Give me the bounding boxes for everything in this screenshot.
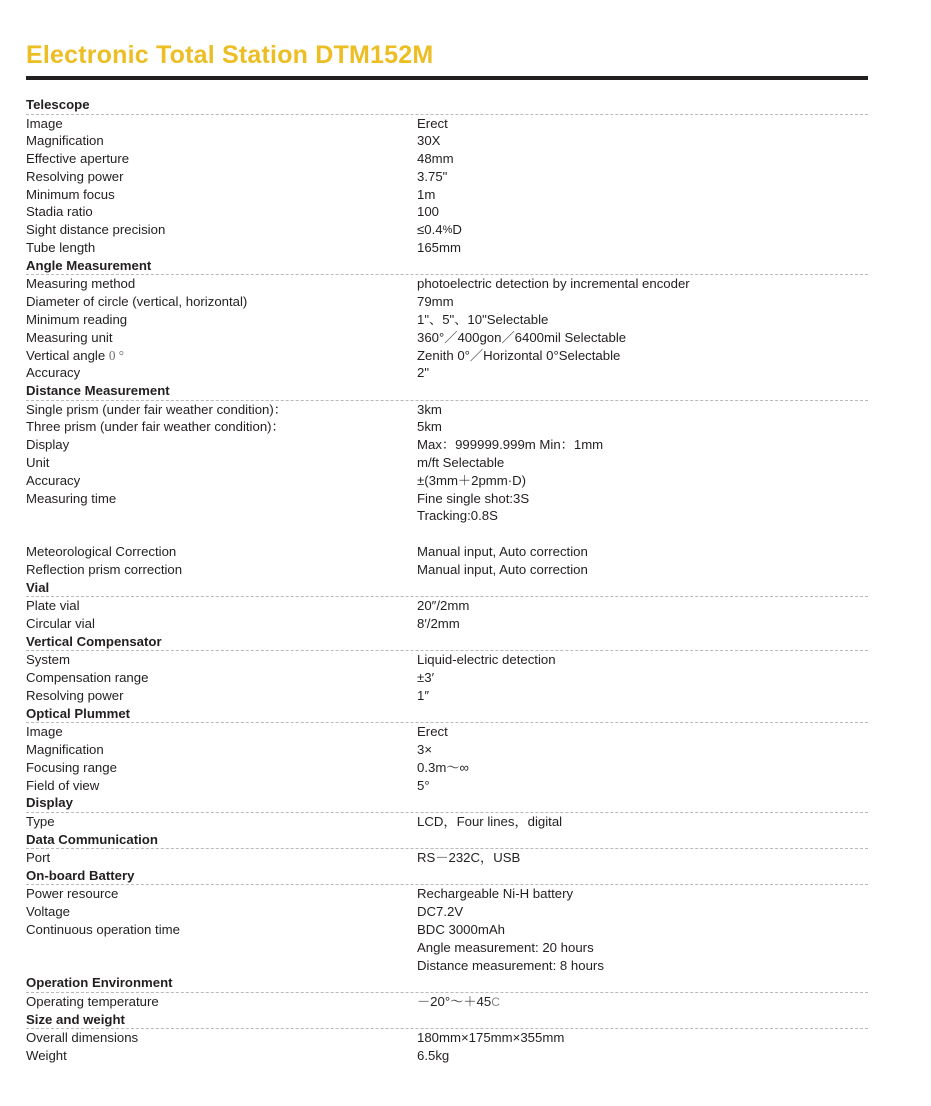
specifications-table	[26, 96, 868, 1065]
spec-row	[26, 651, 868, 669]
spec-value: 100	[417, 204, 440, 220]
spec-label-focusing-range: Focusing range	[26, 759, 117, 775]
spec-value: 1"、5"、10"Selectable	[417, 311, 549, 327]
section-header-size-and-weight	[26, 1011, 868, 1030]
spec-value: RS－232C，USB	[417, 850, 521, 866]
spacer-row	[26, 525, 868, 543]
section-header-distance-measurement	[26, 382, 868, 401]
spec-row	[26, 1047, 868, 1065]
spec-value: 5°	[417, 777, 430, 793]
spec-value: Erect	[417, 115, 448, 131]
spec-label-stadia-ratio: Stadia ratio	[26, 204, 93, 220]
spec-label-continuous-operation-time: Continuous operation time	[26, 921, 180, 937]
spec-label-sight-distance-precision: Sight distance precision	[26, 222, 166, 238]
spec-label-measuring-method: Measuring method	[26, 276, 136, 292]
section-header-on-board-battery	[26, 867, 868, 886]
spec-row	[26, 597, 868, 615]
spec-row	[26, 903, 868, 921]
spec-label-magnification: Magnification	[26, 133, 104, 149]
section-heading-label: Optical Plummet	[26, 705, 131, 721]
spec-label-plate-vial: Plate vial	[26, 598, 80, 614]
spec-label-port: Port	[26, 850, 51, 866]
spec-label-reflection-prism-correction: Reflection prism correction	[26, 561, 183, 577]
spec-label-display: Display	[26, 437, 70, 453]
spec-value: Liquid-electric detection	[417, 652, 556, 668]
spec-row	[26, 329, 868, 347]
spec-value: 30X	[417, 133, 441, 149]
spec-row	[26, 115, 868, 133]
spec-value: Zenith 0°／Horizontal 0°Selectable	[417, 347, 621, 363]
section-heading-label: Vial	[26, 579, 50, 595]
spec-value: Manual input, Auto correction	[417, 544, 588, 560]
spec-label-minimum-reading: Minimum reading	[26, 311, 128, 327]
vertical-angle-zero-glyph: 0 °	[108, 347, 125, 363]
spec-row	[26, 401, 868, 419]
section-header-operation-environment	[26, 974, 868, 993]
section-heading-label: Vertical Compensator	[26, 633, 162, 649]
spec-row	[26, 939, 868, 957]
spec-row	[26, 849, 868, 867]
spec-row	[26, 723, 868, 741]
spec-label-unit: Unit	[26, 455, 50, 471]
spec-row	[26, 221, 868, 239]
section-header-data-communication	[26, 831, 868, 850]
spec-row	[26, 347, 868, 365]
spec-value: 2"	[417, 365, 430, 381]
section-heading-label: Display	[26, 795, 73, 811]
spec-value: 48mm	[417, 151, 454, 167]
section-heading-label: Data Communication	[26, 831, 158, 847]
section-heading-label: Angle Measurement	[26, 257, 152, 273]
title-underline-rule	[26, 76, 868, 80]
spec-value: m/ft Selectable	[417, 455, 505, 471]
spec-label-accuracy: Accuracy	[26, 472, 81, 488]
spec-value: Fine single shot:3S	[417, 490, 530, 506]
spec-row	[26, 168, 868, 186]
spec-value: Tracking:0.8S	[417, 508, 498, 524]
spec-value: 3km	[417, 401, 442, 417]
spec-row	[26, 777, 868, 795]
section-heading-label: Telescope	[26, 97, 90, 112]
spec-label-vertical-angle-0: Vertical angle 0 °	[26, 347, 125, 363]
spec-row	[26, 687, 868, 705]
spec-row	[26, 150, 868, 168]
spec-label-power-resource: Power resource	[26, 886, 119, 902]
section-heading-label: Operation Environment	[26, 975, 173, 991]
spec-row	[26, 543, 868, 561]
spec-row	[26, 993, 868, 1011]
spec-value: 3×	[417, 741, 433, 757]
spec-row	[26, 203, 868, 221]
spec-label-voltage: Voltage	[26, 904, 70, 920]
spec-label-resolving-power: Resolving power	[26, 168, 124, 184]
section-heading-label: On-board Battery	[26, 867, 135, 883]
spec-value: Distance measurement: 8 hours	[417, 957, 604, 973]
spec-label-type: Type	[26, 813, 55, 829]
spec-value: Max：999999.999m Min：1mm	[417, 437, 604, 453]
spec-value: 180mm×175mm×355mm	[417, 1030, 565, 1046]
spec-row	[26, 275, 868, 293]
spec-label-effective-aperture: Effective aperture	[26, 151, 130, 167]
spec-label-meteorological-correction: Meteorological Correction	[26, 544, 177, 560]
spec-label-measuring-time: Measuring time	[26, 490, 117, 506]
spec-row	[26, 239, 868, 257]
section-heading-label: Size and weight	[26, 1011, 125, 1027]
spec-row	[26, 885, 868, 903]
spec-value: 8′/2mm	[417, 615, 460, 631]
spec-label-field-of-view: Field of view	[26, 777, 100, 793]
section-header-vial	[26, 579, 868, 598]
spec-label-three-prism-under-fair-weather-condition: Three prism (under fair weather condition)：	[26, 419, 285, 435]
section-header-angle-measurement	[26, 257, 868, 276]
spec-label-resolving-power: Resolving power	[26, 687, 124, 703]
spec-row	[26, 669, 868, 687]
spec-value: 6.5kg	[417, 1047, 450, 1063]
spec-value: Rechargeable Ni-H battery	[417, 886, 574, 902]
page-title: Electronic Total Station DTM152M	[26, 41, 434, 69]
spec-row	[26, 759, 868, 777]
spec-value: ±(3mm＋2pmm·D)	[417, 472, 527, 488]
spec-row	[26, 957, 868, 975]
spec-row	[26, 472, 868, 490]
spec-label-measuring-unit: Measuring unit	[26, 329, 113, 345]
spec-row	[26, 490, 868, 508]
spec-value: 360°／400gon／6400mil Selectable	[417, 329, 627, 345]
spec-row	[26, 436, 868, 454]
spec-value: 3.75"	[417, 168, 448, 184]
spec-row	[26, 311, 868, 329]
spec-label-operating-temperature: Operating temperature	[26, 993, 159, 1009]
spec-row	[26, 615, 868, 633]
spec-row	[26, 1029, 868, 1047]
spec-row	[26, 132, 868, 150]
spec-value: Angle measurement: 20 hours	[417, 939, 594, 955]
spec-value: BDC 3000mAh	[417, 921, 505, 937]
spec-label-system: System	[26, 652, 70, 668]
spec-label-single-prism-under-fair-weather-condition: Single prism (under fair weather condition)：	[26, 401, 287, 417]
spec-label-accuracy: Accuracy	[26, 365, 81, 381]
spec-value: 1″	[417, 687, 430, 703]
spec-label-magnification: Magnification	[26, 741, 104, 757]
section-header-display	[26, 794, 868, 813]
spec-value: photoelectric detection by incremental encoder	[417, 276, 690, 292]
section-header-telescope	[26, 96, 868, 115]
spec-label-minimum-focus: Minimum focus	[26, 186, 115, 202]
spec-value: 165mm	[417, 240, 461, 256]
spec-value: 5km	[417, 419, 442, 435]
spec-value: －20°～＋45C	[417, 993, 500, 1009]
spec-row	[26, 507, 868, 525]
spec-value: Erect	[417, 724, 448, 740]
section-header-vertical-compensator	[26, 633, 868, 652]
section-heading-label: Distance Measurement	[26, 383, 170, 399]
spec-value: DC7.2V	[417, 904, 464, 920]
spec-value: ±3′	[417, 670, 435, 686]
spec-label-tube-length: Tube length	[26, 240, 96, 256]
spec-label-compensation-range: Compensation range	[26, 670, 149, 686]
spec-row	[26, 921, 868, 939]
spec-value: ≤0.4%D	[417, 222, 462, 238]
spec-row	[26, 741, 868, 759]
spec-label-diameter-of-circle-vertical-horizontal: Diameter of circle (vertical, horizontal)	[26, 294, 248, 310]
spec-value: 0.3m～∞	[417, 759, 469, 775]
spec-row	[26, 813, 868, 831]
spec-value: Manual input, Auto correction	[417, 561, 588, 577]
spec-label-circular-vial: Circular vial	[26, 615, 95, 631]
section-header-optical-plummet	[26, 705, 868, 724]
spec-label-image: Image	[26, 724, 63, 740]
spec-row	[26, 454, 868, 472]
spec-row	[26, 418, 868, 436]
spec-label-overall-dimensions: Overall dimensions	[26, 1030, 139, 1046]
spec-row	[26, 293, 868, 311]
spec-row	[26, 186, 868, 204]
spec-value: 20″/2mm	[417, 598, 470, 614]
spec-value: LCD，Four lines，digital	[417, 813, 563, 829]
spec-label-image: Image	[26, 115, 63, 131]
spec-value: 1m	[417, 186, 436, 202]
spec-value: 79mm	[417, 294, 454, 310]
spec-label-weight: Weight	[26, 1047, 67, 1063]
spec-row	[26, 364, 868, 382]
spec-row	[26, 561, 868, 579]
